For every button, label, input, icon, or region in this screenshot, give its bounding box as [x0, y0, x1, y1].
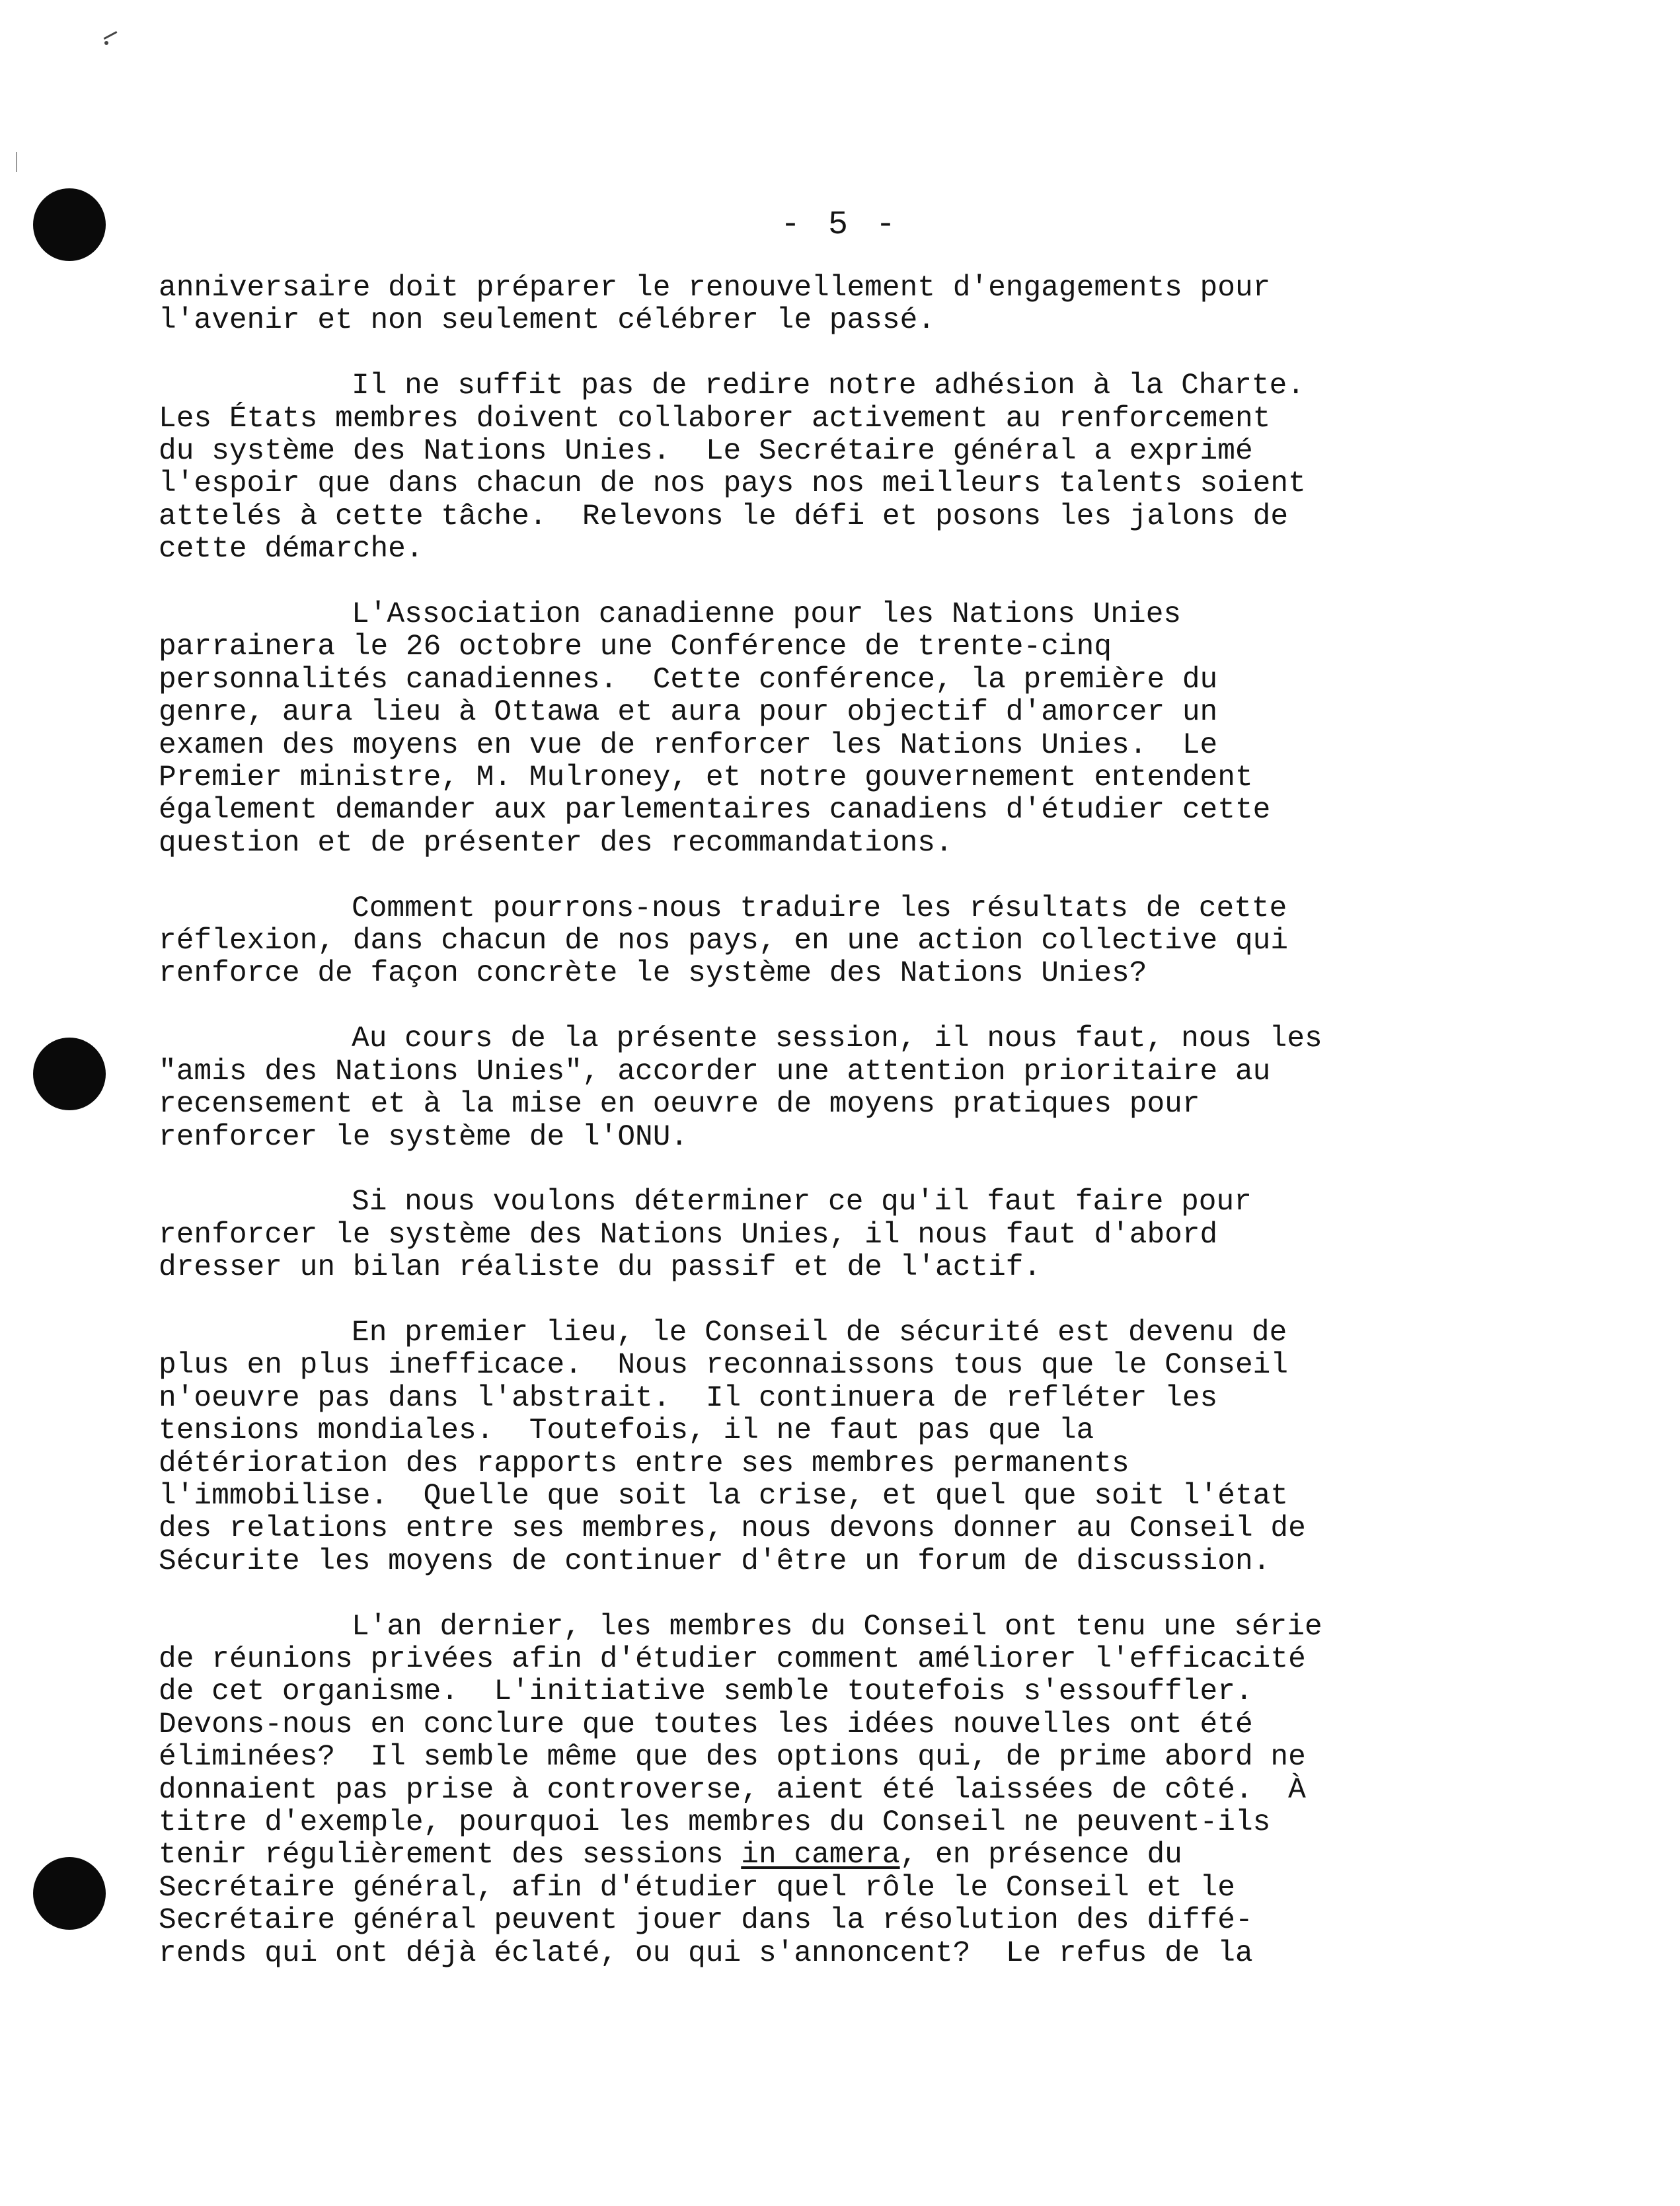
text-line: examen des moyens en vue de renforcer les Nations Unies. Le	[159, 728, 1218, 762]
text-line: L'an dernier, les membres du Conseil ont tenu une série	[352, 1610, 1322, 1644]
text-line: parrainera le 26 octobre une Conférence de trente-cinq	[159, 630, 1112, 664]
text-line: Sécurite les moyens de continuer d'être un forum de discussion.	[159, 1544, 1271, 1578]
punch-hole-middle	[33, 1038, 106, 1110]
text-line-with-underline	[159, 1839, 1507, 1872]
paragraph	[159, 1611, 1507, 1970]
text-line: des relations entre ses membres, nous devons donner au Conseil de	[159, 1512, 1306, 1546]
paragraph	[159, 1317, 1507, 1578]
text-line: Devons-nous en conclure que toutes les idées nouvelles ont été	[159, 1708, 1253, 1741]
paragraph	[159, 599, 1507, 860]
text-line: recensement et à la mise en oeuvre de moyens pratiques pour	[159, 1088, 1200, 1122]
text-line: dresser un bilan réaliste du passif et de l'actif.	[159, 1251, 1042, 1285]
text-line: "amis des Nations Unies", accorder une attention prioritaire au	[159, 1055, 1271, 1088]
text-line: tensions mondiales. Toutefois, il ne faut pas que la	[159, 1414, 1094, 1448]
punch-hole-bottom	[33, 1857, 106, 1930]
text-line: renforcer le système de l'ONU.	[159, 1120, 689, 1154]
paragraph	[159, 1023, 1507, 1154]
text-line: Premier ministre, M. Mulroney, et notre gouvernement entendent	[159, 761, 1253, 795]
text-line: l'avenir et non seulement célébrer le passé.	[159, 304, 935, 338]
text-line: Les États membres doivent collaborer activement au renforcement	[159, 402, 1271, 436]
text-line: titre d'exemple, pourquoi les membres du Conseil ne peuvent-ils	[159, 1806, 1271, 1839]
margin-scan-line	[16, 152, 17, 172]
text-line: attelés à cette tâche. Relevons le défi et posons les jalons de	[159, 500, 1289, 533]
text-line: renforce de façon concrète le système des Nations Unies?	[159, 957, 1147, 991]
text-line-start: tenir régulièrement des sessions	[159, 1839, 742, 1872]
text-line: Au cours de la présente session, il nous faut, nous les	[352, 1022, 1322, 1056]
text-line: Secrétaire général peuvent jouer dans la résolution des diffé-	[159, 1904, 1253, 1938]
text-line: éliminées? Il semble même que des options qui, de prime abord ne	[159, 1741, 1306, 1774]
text-line: détérioration des rapports entre ses membres permanents	[159, 1447, 1129, 1480]
text-line: Comment pourrons-nous traduire les résultats de cette	[352, 892, 1287, 925]
text-line: genre, aura lieu à Ottawa et aura pour objectif d'amorcer un	[159, 696, 1218, 730]
page-number: - 5 -	[780, 206, 900, 244]
text-line: Si nous voulons déterminer ce qu'il faut faire pour	[352, 1186, 1252, 1219]
stray-pen-mark	[104, 31, 118, 40]
text-line: réflexion, dans chacun de nos pays, en une action collective qui	[159, 925, 1289, 958]
text-line: personnalités canadiennes. Cette conférence, la première du	[159, 663, 1218, 697]
text-line: l'espoir que dans chacun de nos pays nos meilleurs talents soient	[159, 467, 1306, 501]
text-line: renforcer le système des Nations Unies, il nous faut d'abord	[159, 1218, 1218, 1252]
text-line: anniversaire doit préparer le renouvellement d'engagements pour	[159, 272, 1271, 305]
paragraph	[159, 370, 1507, 566]
text-line: question et de présenter des recommandations.	[159, 826, 953, 860]
text-line: de cet organisme. L'initiative semble toutefois s'essouffler.	[159, 1675, 1253, 1709]
text-line: cette démarche.	[159, 533, 424, 566]
text-line: l'immobilise. Quelle que soit la crise, et quel que soit l'état	[159, 1479, 1289, 1513]
text-line: L'Association canadienne pour les Nations Unies	[352, 598, 1182, 632]
text-line: de réunions privées afin d'étudier comment améliorer l'efficacité	[159, 1642, 1306, 1676]
text-line: Secrétaire général, afin d'étudier quel rôle le Conseil et le	[159, 1871, 1235, 1905]
text-line: donnaient pas prise à controverse, aient été laissées de côté. À	[159, 1773, 1306, 1807]
text-line: également demander aux parlementaires canadiens d'étudier cette	[159, 794, 1271, 827]
text-line-end: , en présence du	[899, 1839, 1182, 1872]
underlined-phrase: in camera	[741, 1839, 900, 1872]
text-line: rends qui ont déjà éclaté, ou qui s'annoncent? Le refus de la	[159, 1936, 1253, 1970]
text-line: plus en plus inefficace. Nous reconnaissons tous que le Conseil	[159, 1349, 1289, 1383]
text-line: En premier lieu, le Conseil de sécurité est devenu de	[352, 1316, 1287, 1350]
paragraph	[159, 272, 1507, 338]
stray-dot	[104, 41, 108, 45]
text-line: n'oeuvre pas dans l'abstrait. Il continuera de refléter les	[159, 1381, 1218, 1415]
document-body	[159, 272, 1507, 2002]
paragraph	[159, 893, 1507, 991]
text-line: du système des Nations Unies. Le Secrétaire général a exprimé	[159, 435, 1253, 469]
text-line: Il ne suffit pas de redire notre adhésion à la Charte.	[352, 369, 1305, 403]
paragraph	[159, 1186, 1507, 1284]
